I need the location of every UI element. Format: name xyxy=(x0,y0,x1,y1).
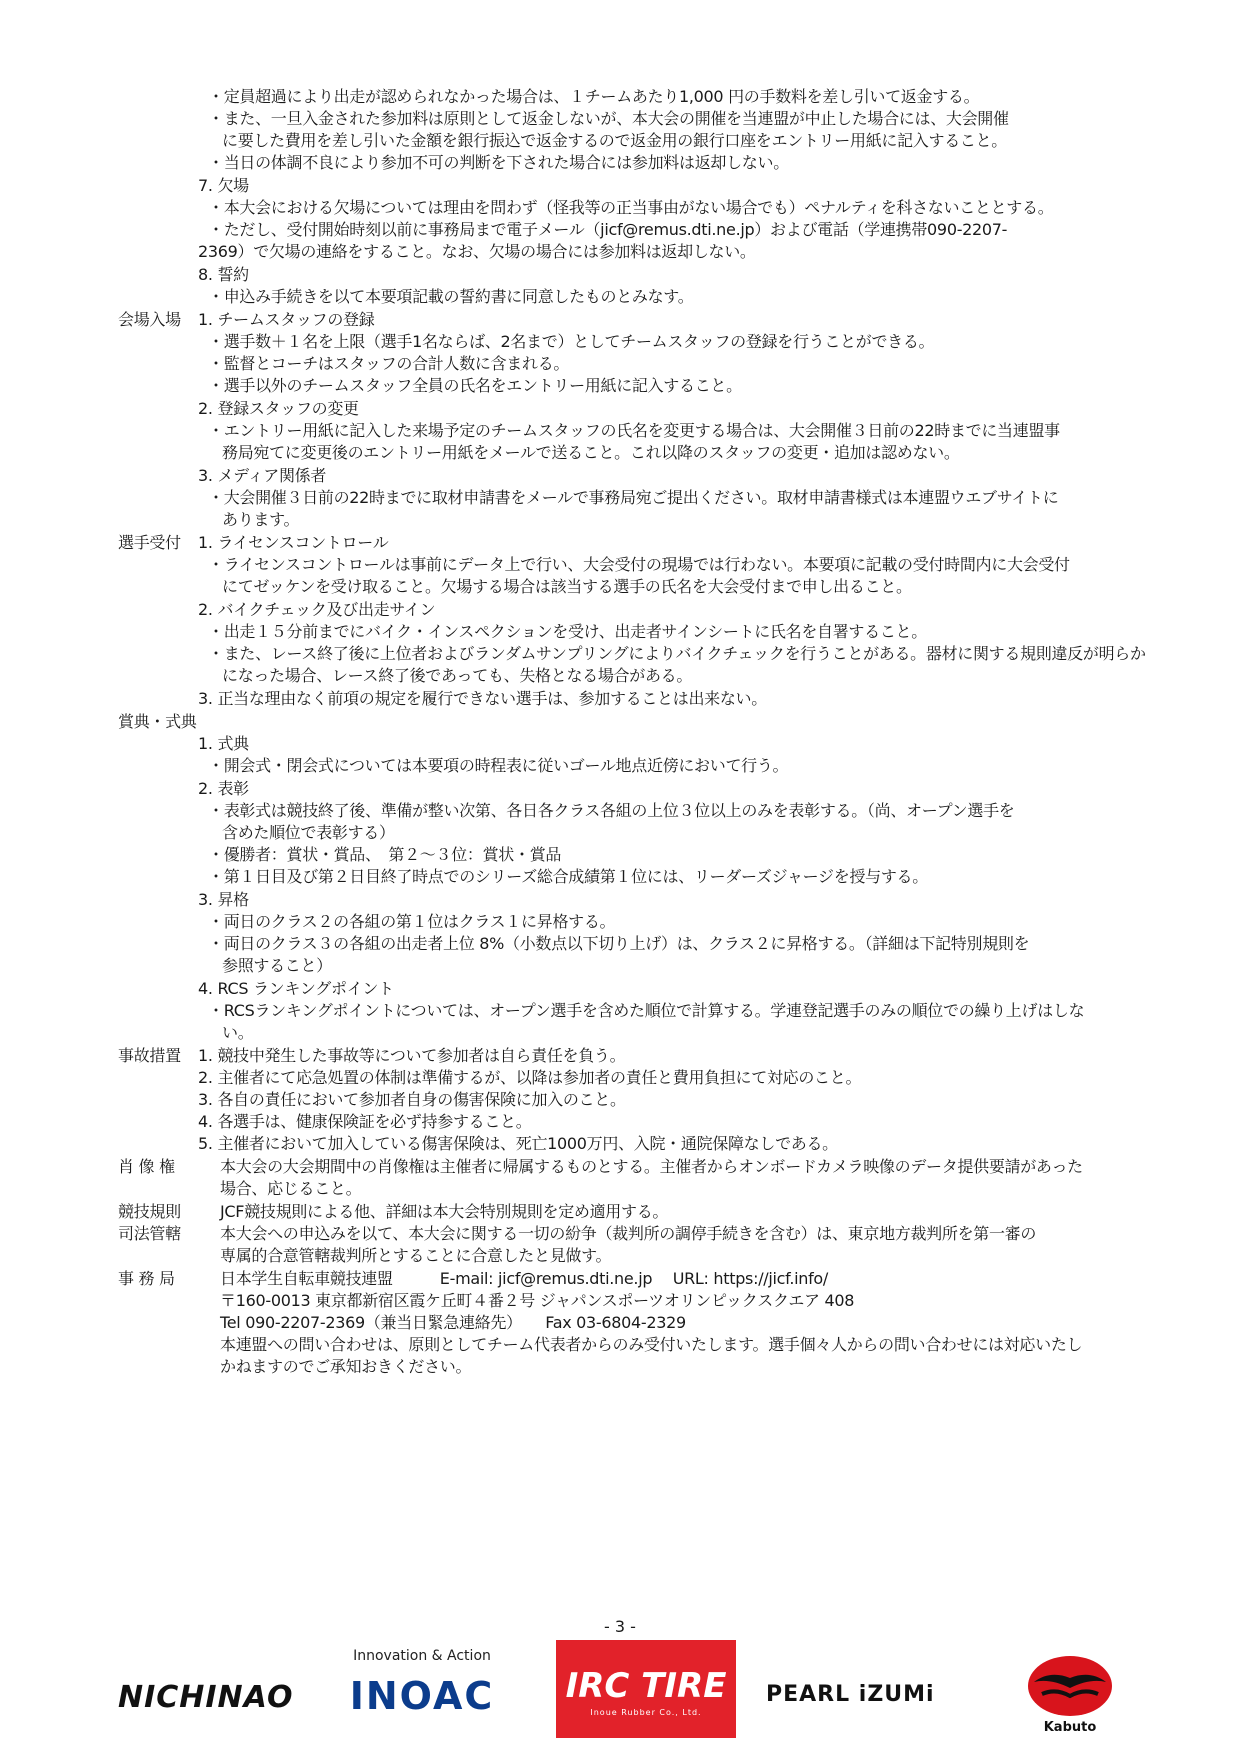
numbered-item: 2. バイクチェック及び出走サイン xyxy=(198,600,436,619)
text-line: 場合、応じること。 xyxy=(220,1179,362,1198)
inoac-wordmark: INOAC xyxy=(349,1674,495,1718)
numbered-item: 4. RCS ランキングポイント xyxy=(198,979,394,998)
text-line: ・両日のクラス２の各組の第１位はクラス１に昇格する。 xyxy=(208,912,616,931)
text-line: Tel 090-2207-2369（兼当日緊急連絡先） Fax 03-6804-2329 xyxy=(220,1313,686,1332)
text-line: 日本学生自転車競技連盟 E-mail: jicf@remus.dti.ne.jp URL: https://jicf.info/ xyxy=(220,1269,829,1288)
numbered-item: 2. 登録スタッフの変更 xyxy=(198,399,359,418)
text-line: 本大会の大会期間中の肖像権は主催者に帰属するものとする。主催者からオンボードカメラ映像のデータ提供要請があった xyxy=(220,1157,1083,1176)
numbered-item: 8. 誓約 xyxy=(198,265,249,284)
numbered-item: 3. 各自の責任において参加者自身の傷害保険に加入のこと。 xyxy=(198,1090,626,1109)
text-line: になった場合、レース終了後であっても、失格となる場合がある。 xyxy=(222,666,693,685)
text-line: ・また、一旦入金された参加料は原則として返金しないが、本大会の開催を当連盟が中止した場合には、大会開催 xyxy=(208,109,1009,128)
text-line: ・選手数＋１名を上限（選手1名ならば、2名まで）としてチームスタッフの登録を行うことができる。 xyxy=(208,332,935,351)
section-heading: 賞典・式典 xyxy=(118,712,197,731)
text-line: ・当日の体調不良により参加不可の判断を下された場合には参加料は返却しない。 xyxy=(208,153,789,172)
numbered-item: 1. 式典 xyxy=(198,734,249,753)
sponsor-logos xyxy=(0,1640,1240,1750)
inoac-logo xyxy=(336,1648,508,1730)
numbered-item: 3. 正当な理由なく前項の規定を履行できない選手は、参加することは出来ない。 xyxy=(198,689,767,708)
text-line: 専属的合意管轄裁判所とすることに合意したと見做す。 xyxy=(220,1246,612,1265)
section-heading: 肖 像 権 xyxy=(118,1157,175,1176)
text-line: 本大会への申込みを以て、本大会に関する一切の紛争（裁判所の調停手続きを含む）は、東京地方裁判所を第一審の xyxy=(220,1224,1037,1243)
irc-subtitle: Inoue Rubber Co., Ltd. xyxy=(590,1708,702,1717)
numbered-item: 7. 欠場 xyxy=(198,176,249,195)
text-line: ・開会式・閉会式については本要項の時程表に従いゴール地点近傍において行う。 xyxy=(208,756,789,775)
text-line: に要した費用を差し引いた金額を銀行振込で返金するので返金用の銀行口座をエントリー用紙に記入すること。 xyxy=(222,131,1008,150)
text-line: 〒160-0013 東京都新宿区霞ケ丘町４番２号 ジャパンスポーツオリンピックスクエア 408 xyxy=(220,1291,855,1310)
text-line: い。 xyxy=(222,1023,254,1042)
text-line: 務局宛てに変更後のエントリー用紙をメールで送ること。これ以降のスタッフの変更・追加は認めない。 xyxy=(222,443,960,462)
section-heading: 競技規則 xyxy=(118,1202,181,1221)
text-line: ・本大会における欠場については理由を問わず（怪我等の正当事由がない場合でも）ペナルティを科さないこととする。 xyxy=(208,198,1054,217)
inoac-tagline: Innovation & Action xyxy=(353,1648,491,1664)
numbered-item: 3. 昇格 xyxy=(198,890,249,909)
text-line: ・第１日目及び第２日目終了時点でのシリーズ総合成績第１位には、リーダーズジャージを授与する。 xyxy=(208,867,928,886)
text-line: ・また、レース終了後に上位者およびランダムサンプリングによりバイクチェックを行うことがある。器材に関する規則違反が明らか xyxy=(208,644,1146,663)
text-line: ・ただし、受付開始時刻以前に事務局まで電子メール（jicf@remus.dti.ne.jp）および電話（学連携帯090-2207- xyxy=(208,220,1008,239)
section-heading: 司法管轄 xyxy=(118,1224,181,1243)
text-line: JCF競技規則による他、詳細は本大会特別規則を定め適用する。 xyxy=(220,1202,669,1221)
kabuto-logo xyxy=(1020,1648,1120,1738)
numbered-item: 2. 表彰 xyxy=(198,779,249,798)
section-heading: 選手受付 xyxy=(118,533,181,552)
page-number: - 3 - xyxy=(604,1617,636,1636)
text-line: かねますのでご承知おきください。 xyxy=(220,1357,472,1376)
text-line: 参照すること） xyxy=(222,956,332,975)
numbered-item: 3. メディア関係者 xyxy=(198,466,327,485)
text-line: ・監督とコーチはスタッフの合計人数に含まれる。 xyxy=(208,354,570,373)
kabuto-helmet-icon xyxy=(1020,1648,1120,1720)
text-line: 含めた順位で表彰する） xyxy=(222,823,395,842)
numbered-item: 2. 主催者にて応急処置の体制は準備するが、以降は参加者の責任と費用負担にて対応のこと。 xyxy=(198,1068,862,1087)
section-heading: 事故措置 xyxy=(118,1046,181,1065)
text-line: あります。 xyxy=(222,510,300,529)
irc-wordmark: IRC TIRE xyxy=(565,1666,727,1706)
numbered-item: 4. 各選手は、健康保険証を必ず持参すること。 xyxy=(198,1112,532,1131)
text-line: ・両日のクラス３の各組の出走者上位 8%（小数点以下切り上げ）は、クラス２に昇格する。（詳細は下記特別規則を xyxy=(208,934,1030,953)
nichinao-logo: NICHINAO xyxy=(118,1680,294,1715)
text-line: ・優勝者：賞状・賞品、 第２～３位：賞状・賞品 xyxy=(208,845,562,864)
numbered-item: 1. チームスタッフの登録 xyxy=(198,310,375,329)
numbered-item: 5. 主催者において加入している傷害保険は、死亡1000万円、入院・通院保障なしである。 xyxy=(198,1134,838,1153)
text-line: ・RCSランキングポイントについては、オープン選手を含めた順位で計算する。学連登記選手のみの順位での繰り上げはしな xyxy=(208,1001,1085,1020)
kabuto-wordmark: Kabuto xyxy=(1043,1720,1097,1735)
pearl-izumi-logo: PEARL iZUMi xyxy=(766,1682,935,1707)
text-line: ・大会開催３日前の22時までに取材申請書をメールで事務局宛ご提出ください。取材申請書様式は本連盟ウエブサイトに xyxy=(208,488,1059,507)
text-line: ・定員超過により出走が認められなかった場合は、１チームあたり1,000 円の手数料を差し引いて返金する。 xyxy=(208,87,980,106)
text-line: にてゼッケンを受け取ること。欠場する場合は該当する選手の氏名を大会受付まで申し出ること。 xyxy=(222,577,912,596)
text-line: ・選手以外のチームスタッフ全員の氏名をエントリー用紙に記入すること。 xyxy=(208,376,742,395)
numbered-item: 1. ライセンスコントロール xyxy=(198,533,389,552)
irc-tire-logo xyxy=(556,1640,736,1738)
text-line: 本連盟への問い合わせは、原則としてチーム代表者からのみ受付いたします。選手個々人からの問い合わせには対応いたし xyxy=(220,1335,1083,1354)
text-line: ・表彰式は競技終了後、準備が整い次第、各日各クラス各組の上位３位以上のみを表彰する。（尚、オープン選手を xyxy=(208,801,1015,820)
numbered-item: 2369）で欠場の連絡をすること。なお、欠場の場合には参加料は返却しない。 xyxy=(198,242,756,261)
section-heading: 事 務 局 xyxy=(118,1269,175,1288)
numbered-item: 1. 競技中発生した事故等について参加者は自ら責任を負う。 xyxy=(198,1046,626,1065)
text-line: ・申込み手続きを以て本要項記載の誓約書に同意したものとみなす。 xyxy=(208,287,694,306)
section-heading: 会場入場 xyxy=(118,310,181,329)
text-line: ・出走１５分前までにバイク・インスペクションを受け、出走者サインシートに氏名を自署すること。 xyxy=(208,622,927,641)
text-line: ・ライセンスコントロールは事前にデータ上で行い、大会受付の現場では行わない。本要項に記載の受付時間内に大会受付 xyxy=(208,555,1070,574)
text-line: ・エントリー用紙に記入した来場予定のチームスタッフの氏名を変更する場合は、大会開催３日前の22時までに当連盟事 xyxy=(208,421,1060,440)
